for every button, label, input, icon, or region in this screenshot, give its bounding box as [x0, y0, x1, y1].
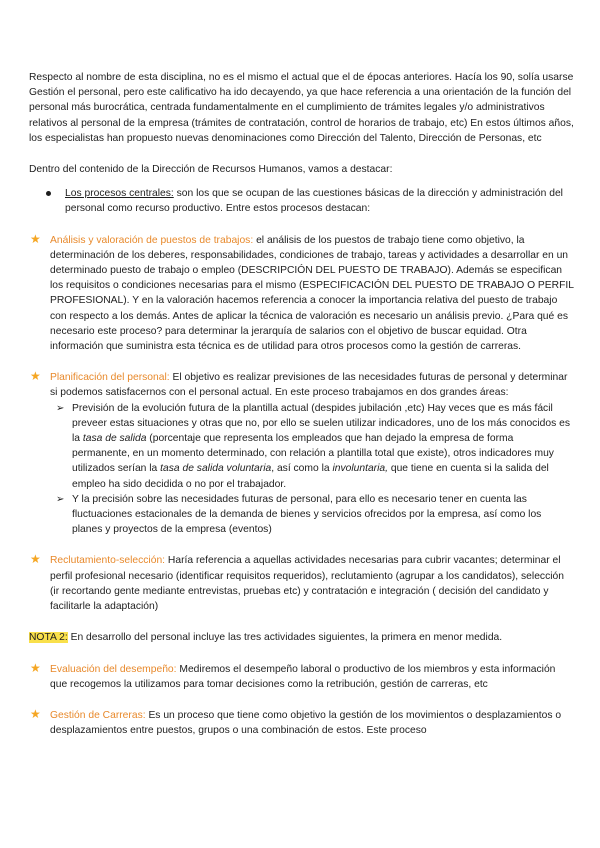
arrow-right-icon: ➢	[56, 493, 65, 505]
analisis-label: Análisis y valoración de puestos de trabajos:	[50, 234, 254, 246]
arrow-right-icon: ➢	[56, 402, 65, 414]
central-processes-label: Los procesos centrales:	[65, 188, 174, 200]
reclutamiento-label: Reclutamiento-selección:	[50, 555, 166, 567]
nota-paragraph	[29, 630, 574, 645]
planificacion-text: El objetivo es realizar previsiones de las necesidades futuras de personal y determinar si podemos satisfacernos con el personal actual. En este proceso trabajamos en dos grandes áreas:	[50, 372, 568, 399]
sub1-emphasis-1: tasa de salida	[82, 433, 147, 445]
evaluacion-label: Evaluación del desempeño:	[50, 663, 177, 675]
bullet-dot-icon	[46, 191, 51, 196]
star-icon: ★	[30, 369, 41, 384]
gestion-section	[29, 708, 574, 738]
nota-text: En desarrollo del personal incluye las tres actividades siguientes, la primera en menor medida.	[67, 632, 503, 644]
nota-label: NOTA 2:	[29, 632, 68, 644]
star-icon: ★	[30, 706, 41, 721]
intro-paragraph: Respecto al nombre de esta disciplina, no es el mismo el actual que el de épocas anteriores. Hacía los 90, solía usarse Gestión el personal, pero este calificativo ha ido decayendo, ya que hace referencia a una orientación de la función del personal más burocrática, centrada fundamentalmente en el cumplimiento de trámites legales y/o administrativos relativos al personal de la empresa (trámites de contratación, control de horarios de trabajo, etc) En estos últimos años, los especialistas han propuesto nuevas denominaciones como Dirección del Talento, Dirección de Personas, etc	[29, 72, 574, 144]
planificacion-label: Planificación del personal:	[50, 372, 170, 384]
central-processes-bullet	[29, 186, 574, 216]
evaluacion-section	[29, 662, 574, 692]
star-icon: ★	[30, 231, 41, 246]
central-processes-text: son los que se ocupan de las cuestiones básicas de la dirección y administración del personal como recurso productivo. Entre estos procesos destacan:	[65, 188, 563, 215]
sub1-emphasis-2: tasa de salida voluntaria	[160, 463, 272, 475]
star-icon: ★	[30, 552, 41, 567]
evaluacion-text: Mediremos el desempeño laboral o productivo de los miembros y esta información que recogemos la utilizamos para tomar decisiones como la retribución, gestión de carreras, etc	[50, 663, 556, 690]
sub1-text-c: , así como la	[271, 463, 333, 475]
reclutamiento-text: Haría referencia a aquellas actividades necesarias para cubrir vacantes; determinar el perfil profesional necesario (identificar requisitos requeridos), reclutamiento (agrupar a los candidatos), selección (ir recortando gente mediante entrevistas, pruebas etc) y contratación e integración ( decisión del candidato y facilitarle la adaptación)	[50, 555, 564, 613]
reclutamiento-section	[29, 553, 574, 614]
planificacion-subitem-1	[29, 401, 574, 492]
sub2-text: Y la precisión sobre las necesidades futuras de personal, para ello es necesario tener en cuenta las fluctuaciones estacionales de la demanda de bienes y servicios ofrecidos por la empresa, así como los planes y proyectos de la empresa (eventos)	[72, 493, 542, 536]
gestion-label: Gestión de Carreras:	[50, 709, 146, 721]
sub1-text-a: Previsión de la evolución futura de la plantilla actual (despides jubilación ,etc) Hay veces que es más fácil preveer estas situaciones y otras que no, por ello se suelen utilizar indicadores, uno de los más conocidos es la	[72, 402, 570, 445]
sub1-text-b: (porcentaje que representa los empleados que han dejado la empresa de forma permanente, en un momento determinado, con relación a plantilla total que existe), otros indicadores muy utilizados serían la	[72, 433, 554, 475]
sub1-emphasis-3: involuntaria,	[332, 463, 388, 475]
planificacion-section	[29, 370, 574, 400]
document-content	[29, 70, 574, 738]
analisis-section	[29, 233, 574, 355]
sub1-text-d: que tiene en cuenta si la salida del empleo ha sido decidida o no por el trabajador.	[72, 463, 549, 490]
gestion-text: Es un proceso que tiene como objetivo la gestión de los movimientos o desplazamientos o desplazamientos entre puestos, grupos o una combinación de estos. Este proceso	[50, 709, 562, 737]
section-intro: Dentro del contenido de la Dirección de Recursos Humanos, vamos a destacar:	[29, 164, 393, 176]
star-icon: ★	[30, 660, 41, 675]
analisis-text: el análisis de los puestos de trabajo tiene como objetivo, la determinación de los deberes, responsabilidades, condiciones de trabajo, tareas y actividades a desarrollar en un determinado puesto de trabajo o empleo (DESCRIPCIÓN DEL PUESTO DE TRABAJO). Además se especifican los requisitos o condiciones necesarias para el mismo (ESPECIFICACIÓN DEL PUESTO DE TRABAJO O PERFIL PROFESIONAL). Y en la valoración hacemos referencia a conocer la importancia relativa del puesto de trabajo con respecto a los demás. Antes de aplicar la técnica de valoración es necesario un análisis previo. ¿Para qué es necesario este proceso? para determinar la jerarquía de salarios con el objetivo de buscar equidad. Otra información que suministra esta técnica es de utilidad para otros procesos como la gestión de carreras.	[50, 234, 574, 353]
planificacion-subitem-2	[29, 492, 574, 538]
